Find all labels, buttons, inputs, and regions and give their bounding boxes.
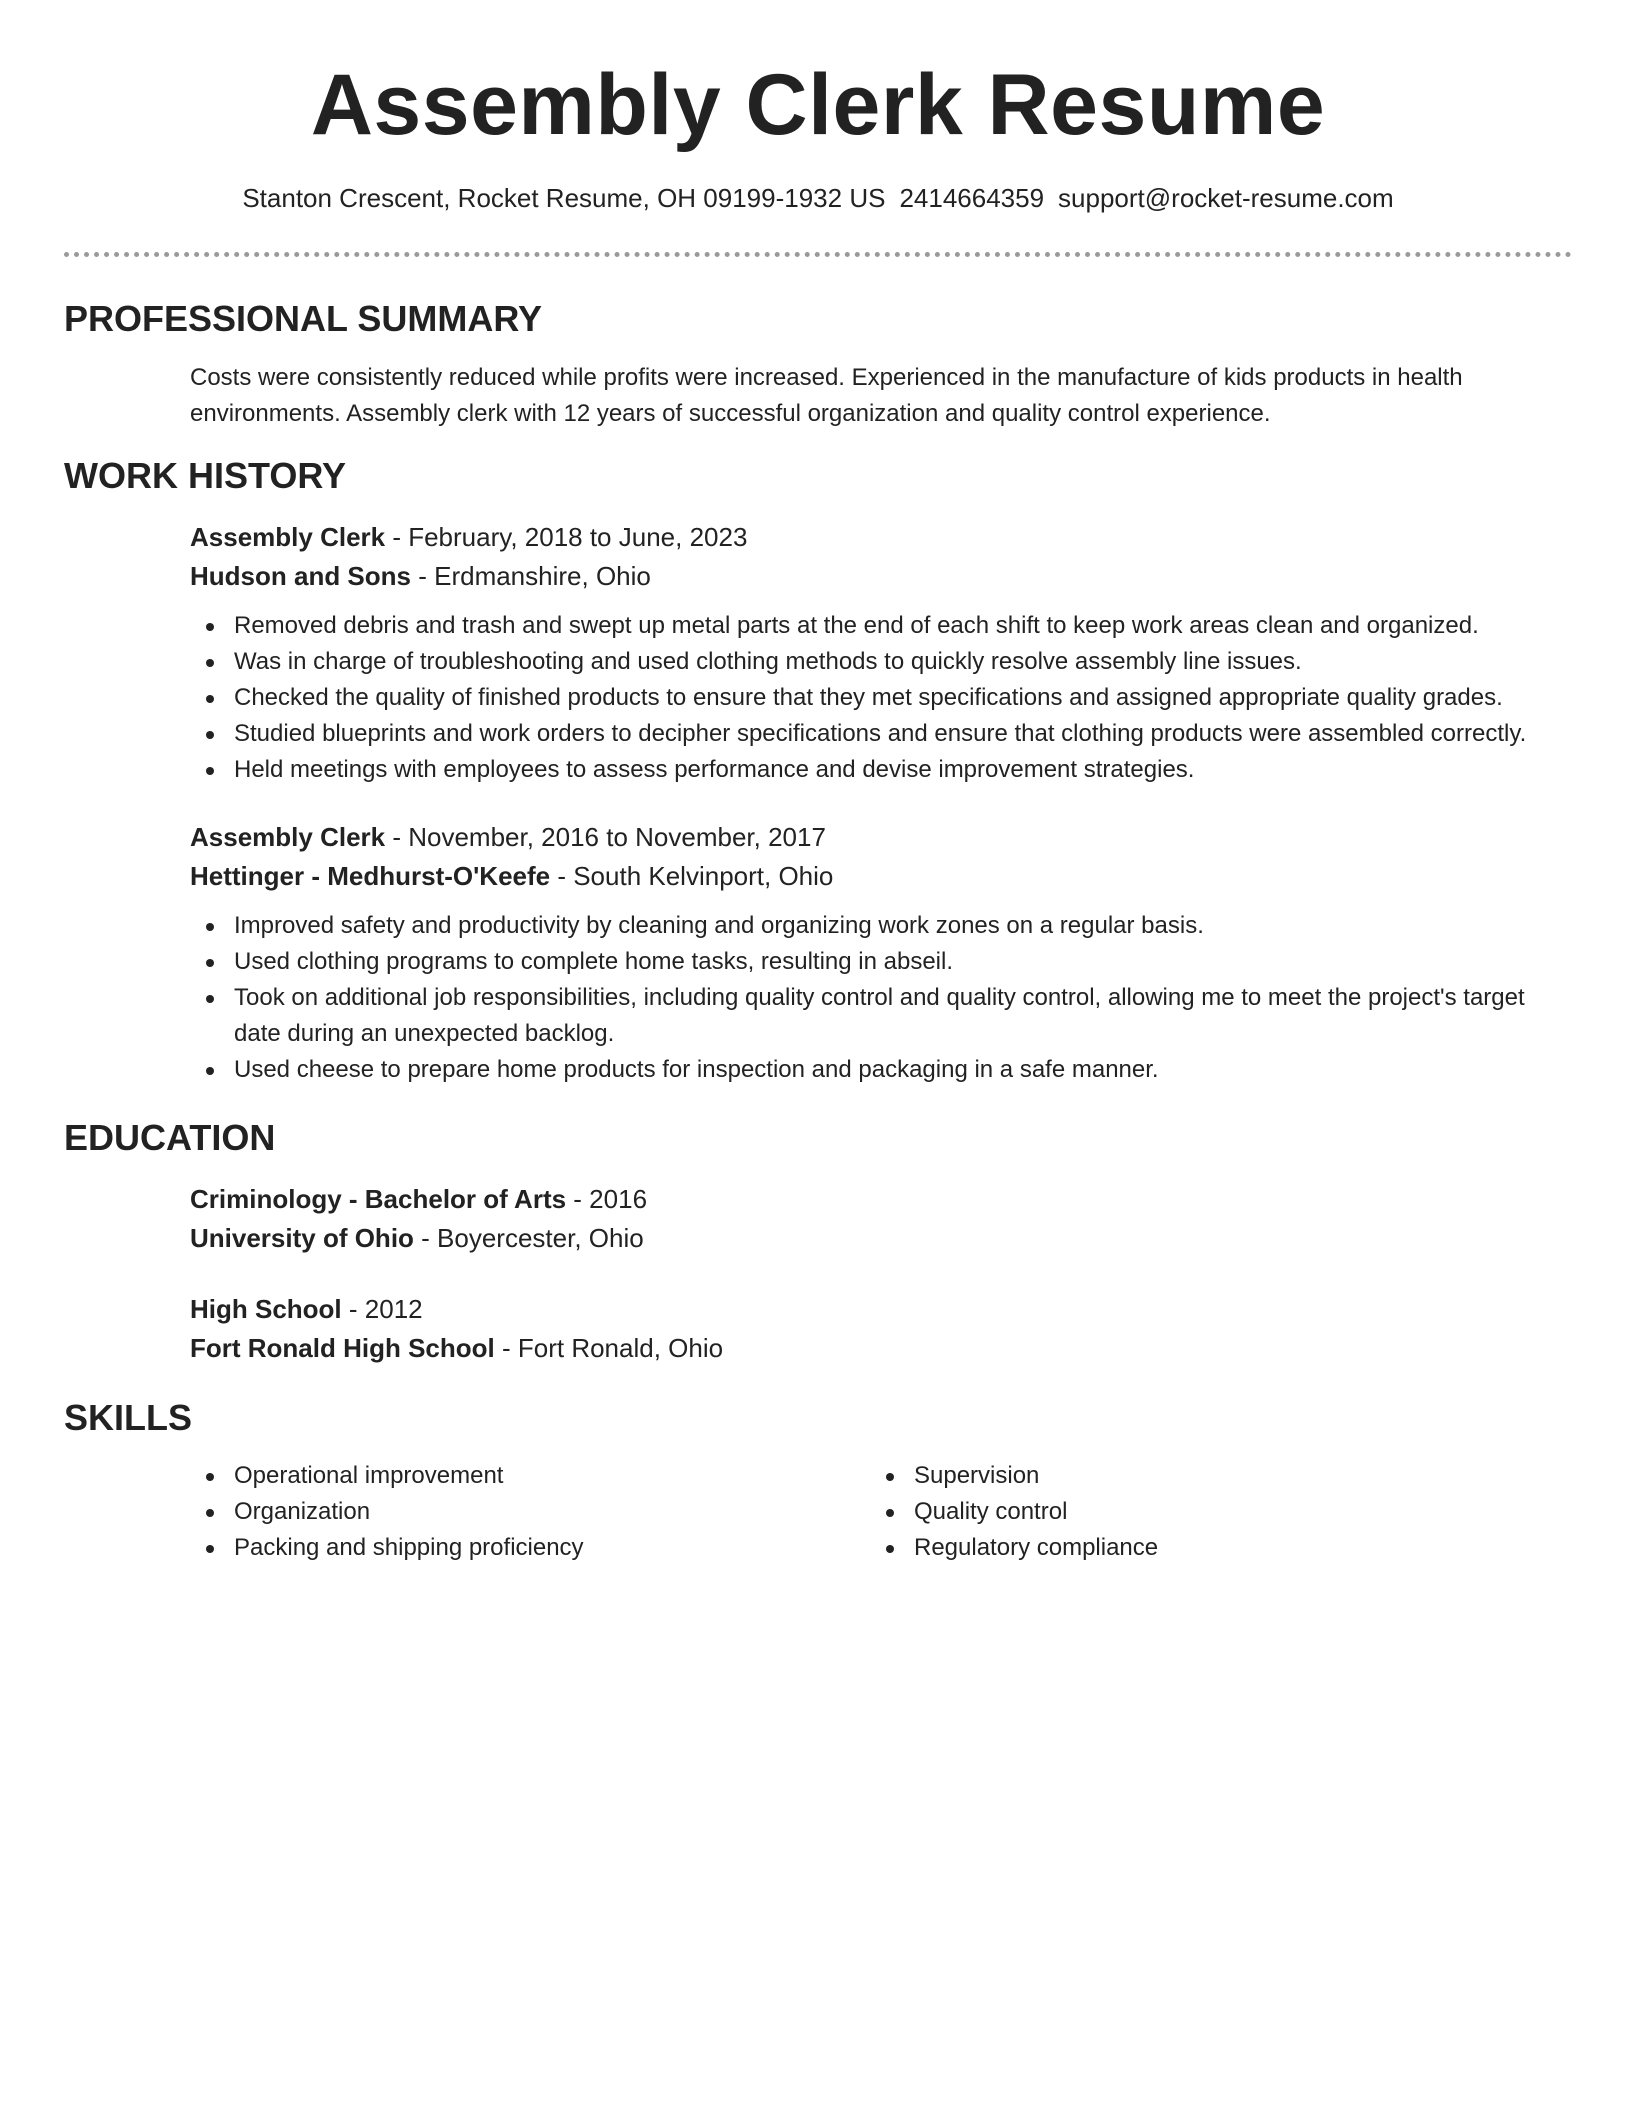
job-company-line	[190, 557, 1572, 596]
summary-heading: PROFESSIONAL SUMMARY	[64, 298, 543, 339]
job-entry	[190, 518, 1572, 788]
job-duty: Studied blueprints and work orders to decipher specifications and ensure that clothing products were assembled correctly.	[190, 716, 1572, 752]
school-name: Fort Ronald High School	[190, 1333, 495, 1363]
job-duty: Removed debris and trash and swept up metal parts at the end of each shift to keep work areas clean and organized.	[190, 608, 1572, 644]
work-history-section	[190, 518, 1572, 1088]
job-duty: Held meetings with employees to assess performance and devise improvement strategies.	[190, 752, 1572, 788]
job-duties-list	[190, 908, 1572, 1088]
job-title: Assembly Clerk	[190, 822, 386, 852]
skill-item: Supervision	[870, 1458, 1550, 1494]
skill-item: Packing and shipping proficiency	[190, 1530, 870, 1566]
school-location: - Fort Ronald, Ohio	[494, 1333, 724, 1363]
job-title-line	[190, 518, 1572, 557]
skills-column-left	[190, 1458, 870, 1566]
job-duties-list	[190, 608, 1572, 788]
job-duty: Improved safety and productivity by cleaning and organizing work zones on a regular basis.	[190, 908, 1572, 944]
skill-item: Regulatory compliance	[870, 1530, 1550, 1566]
skills-list	[190, 1458, 870, 1566]
resume-page	[64, 0, 1572, 1566]
job-duty: Checked the quality of finished products to ensure that they met specifications and assigned appropriate quality grades.	[190, 680, 1572, 716]
job-title: Assembly Clerk	[190, 522, 386, 552]
resume-title: Assembly Clerk Resume	[310, 57, 1326, 153]
skill-item: Quality control	[870, 1494, 1550, 1530]
job-company-line	[190, 857, 1572, 896]
education-entry	[190, 1290, 1572, 1368]
summary-section	[190, 360, 1572, 432]
job-dates: - February, 2018 to June, 2023	[385, 522, 748, 552]
skill-item: Operational improvement	[190, 1458, 870, 1494]
job-title-line	[190, 818, 1572, 857]
job-duty: Used clothing programs to complete home tasks, resulting in abseil.	[190, 944, 1572, 980]
work-history-heading: WORK HISTORY	[64, 455, 347, 496]
degree-year: - 2016	[566, 1184, 648, 1214]
skill-item: Organization	[190, 1494, 870, 1530]
job-dates: - November, 2016 to November, 2017	[385, 822, 826, 852]
degree-line	[190, 1290, 1572, 1329]
skills-list	[870, 1458, 1550, 1566]
education-section	[190, 1180, 1572, 1368]
degree-year: - 2012	[341, 1294, 423, 1324]
skills-heading: SKILLS	[64, 1397, 193, 1438]
skills-section	[190, 1458, 1572, 1566]
contact-phone: 2414664359	[899, 183, 1045, 213]
job-duty: Was in charge of troubleshooting and used clothing methods to quickly resolve assembly line issues.	[190, 644, 1572, 680]
education-heading: EDUCATION	[64, 1117, 276, 1158]
school-line	[190, 1329, 1572, 1368]
school-location: - Boyercester, Ohio	[413, 1223, 644, 1253]
summary-text: Costs were consistently reduced while profits were increased. Experienced in the manufacture of kids products in health environments. Assembly clerk with 12 years of successful organization and quality control experience.	[190, 364, 1463, 427]
job-duty: Took on additional job responsibilities, including quality control and quality control, allowing me to meet the project's target date during an unexpected backlog.	[190, 980, 1572, 1052]
school-name: University of Ohio	[190, 1223, 414, 1253]
degree-name: Criminology - Bachelor of Arts	[190, 1184, 567, 1214]
job-location: - South Kelvinport, Ohio	[550, 861, 834, 891]
job-company: Hudson and Sons	[190, 561, 411, 591]
header-divider	[64, 252, 1572, 257]
job-company: Hettinger - Medhurst-O'Keefe	[190, 861, 551, 891]
education-entry	[190, 1180, 1572, 1258]
contact-email: support@rocket-resume.com	[1058, 183, 1394, 213]
degree-name: High School	[190, 1294, 342, 1324]
degree-line	[190, 1180, 1572, 1219]
job-location: - Erdmanshire, Ohio	[411, 561, 651, 591]
contact-address: Stanton Crescent, Rocket Resume, OH 09199-1932 US	[242, 183, 886, 213]
job-entry	[190, 818, 1572, 1088]
skills-column-right	[870, 1458, 1550, 1566]
job-duty: Used cheese to prepare home products for inspection and packaging in a safe manner.	[190, 1052, 1572, 1088]
contact-line	[64, 180, 1572, 216]
school-line	[190, 1219, 1572, 1258]
